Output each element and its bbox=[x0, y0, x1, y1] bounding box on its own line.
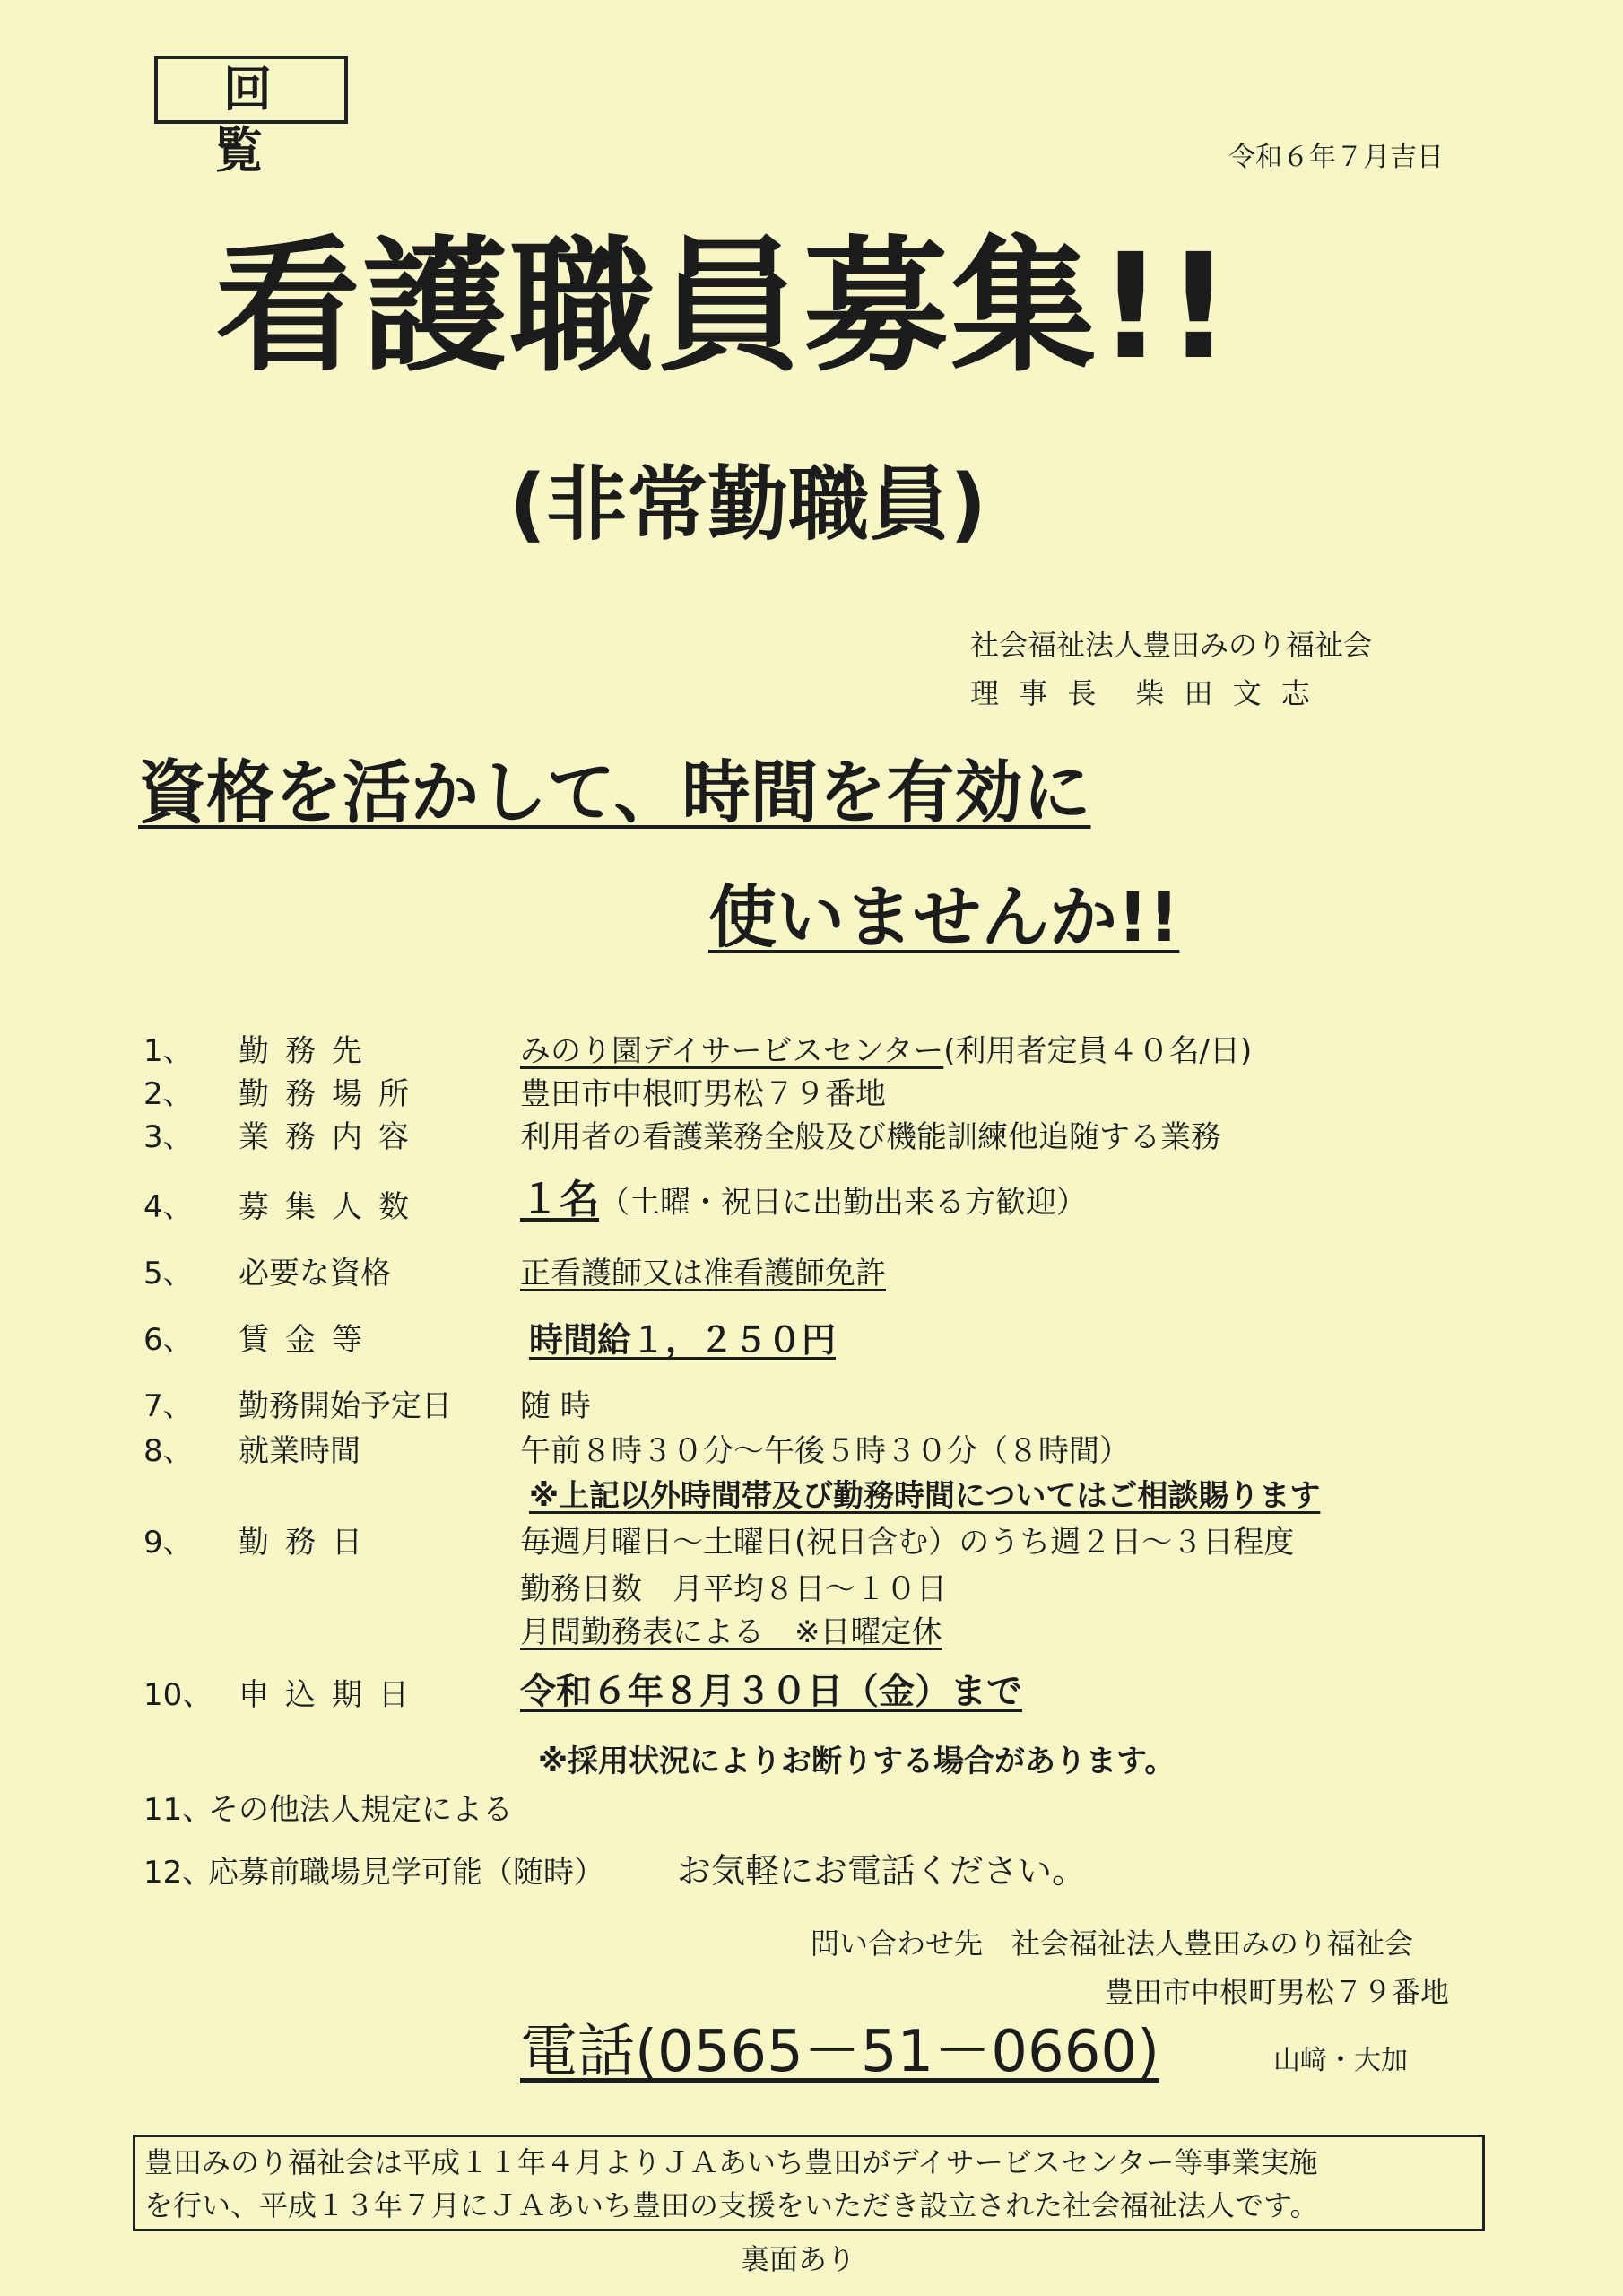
item-number: 4、 bbox=[143, 1189, 194, 1225]
capacity-note: (利用者定員４０名/日) bbox=[943, 1033, 1253, 1069]
item-value: 時間給１，２５０円 bbox=[529, 1320, 837, 1360]
contact-phone: 電話(0565－51－0660) bbox=[520, 2019, 1160, 2085]
workdays-schedule: 月間勤務表による ※日曜定休 bbox=[520, 1614, 942, 1650]
footer-line-2: を行い、平成１３年７月にＪＡあいち豊田の支援をいただき設立された社会福祉法人です。 bbox=[144, 2188, 1319, 2222]
item-number: 11、 bbox=[143, 1792, 213, 1828]
item-number: 8、 bbox=[143, 1433, 194, 1469]
slogan-line-1: 資格を活かして、時間を有効に bbox=[138, 752, 1091, 832]
contact-address: 豊田市中根町男松７９番地 bbox=[1105, 1975, 1450, 2009]
item-value: 毎週月曜日～土曜日(祝日含む）のうち週２日～３日程度 bbox=[520, 1525, 1295, 1561]
item-label: 勤務先 bbox=[239, 1033, 378, 1069]
item-text: その他法人規定による bbox=[208, 1792, 513, 1828]
item-value bbox=[520, 1033, 1252, 1069]
item-label: 就業時間 bbox=[239, 1433, 360, 1469]
hours-note: ※上記以外時間帯及び勤務時間についてはご相談賜ります bbox=[529, 1478, 1321, 1514]
deadline-note: ※採用状況によりお断りする場合があります。 bbox=[538, 1744, 1176, 1779]
item-text: 応募前職場見学可能（随時） bbox=[208, 1855, 604, 1891]
issue-date: 令和６年７月吉日 bbox=[1228, 142, 1444, 173]
item-value: 利用者の看護業務全般及び機能訓練他追随する業務 bbox=[520, 1119, 1221, 1155]
item-number: 5、 bbox=[143, 1256, 194, 1292]
workplace-name: みのり園デイサービスセンター bbox=[520, 1033, 944, 1069]
item-value: 午前８時３０分～午後５時３０分（８時間） bbox=[520, 1433, 1130, 1469]
item-number: 12、 bbox=[143, 1855, 213, 1891]
item-value bbox=[520, 1177, 1087, 1222]
slogan-line-2: 使いませんか!! bbox=[708, 877, 1180, 957]
item-number: 1、 bbox=[143, 1033, 194, 1069]
item-label: 申込期日 bbox=[239, 1677, 425, 1713]
item-label: 勤務開始予定日 bbox=[239, 1388, 452, 1424]
organization-name: 社会福祉法人豊田みのり福祉会 bbox=[970, 628, 1373, 662]
item-value: 正看護師又は准看護師免許 bbox=[520, 1256, 886, 1292]
item-number: 2、 bbox=[143, 1076, 194, 1112]
item-label: 賃金等 bbox=[239, 1322, 378, 1358]
circulation-stamp: 回 覧 bbox=[154, 56, 348, 124]
item-value: 随 時 bbox=[520, 1388, 591, 1424]
openings-count: １名 bbox=[520, 1177, 599, 1222]
back-side-note: 裏面あり bbox=[741, 2242, 856, 2276]
contact-org: 問い合わせ先 社会福祉法人豊田みのり福祉会 bbox=[811, 1926, 1414, 1961]
page-subtitle: (非常勤職員) bbox=[509, 457, 987, 552]
item-label: 募集人数 bbox=[239, 1189, 425, 1225]
workdays-count: 勤務日数 月平均８日～１０日 bbox=[520, 1571, 947, 1607]
item-number: 7、 bbox=[143, 1388, 194, 1424]
call-invite: お気軽にお電話ください。 bbox=[677, 1851, 1087, 1891]
item-number: 10、 bbox=[143, 1677, 213, 1713]
item-label: 勤務場所 bbox=[239, 1076, 425, 1112]
item-label: 業務内容 bbox=[239, 1119, 425, 1155]
item-number: 9、 bbox=[143, 1525, 194, 1561]
organization-chair: 理 事 長 柴 田 文 志 bbox=[970, 676, 1315, 710]
item-label: 必要な資格 bbox=[239, 1256, 391, 1292]
item-value: 豊田市中根町男松７９番地 bbox=[520, 1076, 886, 1112]
page-title: 看護職員募集!! bbox=[215, 223, 1234, 392]
openings-note: （土曜・祝日に出勤出来る方歓迎） bbox=[599, 1185, 1087, 1221]
item-number: 3、 bbox=[143, 1119, 194, 1155]
item-number: 6、 bbox=[143, 1322, 194, 1358]
item-label: 勤務日 bbox=[239, 1525, 378, 1561]
footer-line-1: 豊田みのり福祉会は平成１１年４月よりＪＡあいち豊田がデイサービスセンター等事業実施 bbox=[144, 2145, 1318, 2179]
item-value: 令和６年８月３０日（金）まで bbox=[520, 1671, 1022, 1712]
footer-notice bbox=[133, 2135, 1485, 2231]
contact-persons: 山﨑・大加 bbox=[1273, 2045, 1408, 2076]
